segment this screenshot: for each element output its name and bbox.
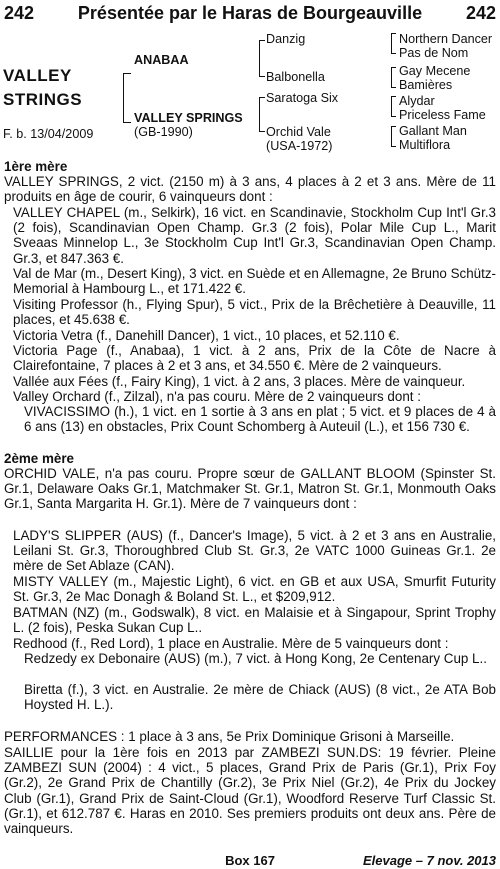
second-dam-heading: 2ème mère [4,451,74,466]
paragraph-7: Vallée aux Fées (f., Fairy King), 1 vict. à 2 ans, 3 places. Mère de vainqueur. [13,374,466,389]
page-number-right: 242 [465,3,496,23]
horse-name-line1: VALLEY [3,66,72,85]
page-number-left: 242 [4,3,35,23]
sire-sire: Danzig [266,32,306,46]
dam-origin: (GB-1990) [134,125,193,139]
paragraph-14: Redhood (f., Red Lord), 1 place en Australie. Mère de 5 vainqueurs dont : [13,636,449,651]
page-header [0,0,500,26]
paragraph-3: Val de Mar (m., Desert King), 3 vict. en Suède et en Allemagne, 2e Bruno Schütz-Memorial à Hambourg L., et 171.422 €. [13,266,496,297]
paragraph-10: ORCHID VALE, n'a pas couru. Propre sœur de GALLANT BLOOM (Spinster St. Gr.1, Delaware Oaks Gr.1, Matchmaker St. Gr.1, Matron St. Gr.1, Monmouth Oaks Gr.1, Santa Margarita H. Gr.1). Mère de 7 vainqueurs dont : [4,466,496,512]
paragraph-1: VALLEY SPRINGS, 2 vict. (2150 m) à 3 ans, 4 places à 2 et 3 ans. Mère de 11 produits en âge de courir, 6 vainqueurs dont : [4,174,496,205]
sire-name: ANABAA [134,53,189,67]
gg-1: Northern Dancer [399,32,493,46]
performances: PERFORMANCES : 1 place à 3 ans, 5e Prix Dominique Grisoni à Marseille. [4,729,455,744]
dam-sire: Saratoga Six [266,91,339,105]
gg-8: Multiflora [399,138,451,152]
covering-info: SAILLIE pour la 1ère fois en 2013 par ZAMBEZI SUN.DS: 19 février. Pleine ZAMBEZI SUN (2004) : 4 vict., 5 places, Grand Prix de Paris (Gr.1), Prix Foy (Gr.2), 2e Grand Prix de Chantilly (Gr.2), 3e Prix Niel (Gr.2), 4e Prix du Jockey Club (Gr.1), Grand Prix de Saint-Cloud (Gr.1), Woodford Reserve Turf Classic St. (Gr.1), et 612.787 €. Haras en 2010. Ses premiers produits ont deux ans. Père de vainqueurs. [4,745,496,837]
box-number: Box 167 [225,853,275,868]
paragraph-16: Biretta (f.), 3 vict. en Australie. 2e mère de Chiack (AUS) (8 vict., 2e ATA Bob Hoysted H. L.). [24,682,496,713]
paragraph-15: Redzedy ex Debonaire (AUS) (m.), 7 vict. à Hong Kong, 2e Centenary Cup L.. [24,651,487,666]
horse-name-line2: STRINGS [3,90,83,109]
paragraph-9: VIVACISSIMO (h.), 1 vict. en 1 sortie à 3 ans en plat ; 5 vict. et 9 places de 4 à 6 ans (13) en obstacles, Prix Count Schomberg à Auteuil (L.), et 156 730 €. [24,404,496,435]
gg-7: Gallant Man [399,124,467,138]
gg-2: Pas de Nom [399,46,469,60]
paragraph-11: LADY'S SLIPPER (AUS) (f., Dancer's Image), 5 vict. à 2 et 3 ans en Australie, Leilani St. Gr.3, Thoroughbred Club St. Gr.3, 2e VATC 1000 Guineas Gr.1. 2e mère de Set Ablaze (CAN). [13,528,496,574]
paragraph-5: Victoria Vetra (f., Danehill Dancer), 1 vict., 10 places, et 52.110 €. [13,328,400,343]
gg-3: Gay Mecene [399,64,471,78]
paragraph-4: Visiting Professor (h., Flying Spur), 5 vict., Prix de la Brêchetière à Deauville, 11 places, et 45.638 €. [13,297,496,328]
dam-dam-origin: (USA-1972) [266,139,333,153]
sire-dam: Balbonella [266,70,325,84]
dam-dam: Orchid Vale [266,125,331,139]
gg-6: Priceless Fame [399,108,486,122]
page-footer [0,853,500,869]
gg-5: Alydar [399,94,435,108]
page-title: Présentée par le Haras de Bourgeauville [77,3,423,23]
paragraph-13: BATMAN (NZ) (m., Godswalk), 8 vict. en Malaisie et à Singapour, Sprint Trophy L. (2 fois), Peska Sukan Cup L.. [13,605,496,636]
paragraph-12: MISTY VALLEY (m., Majestic Light), 6 vict. en GB et aux USA, Smurfit Futurity St. Gr.3, 2e Mac Donagh & Boland St. L., et $209,912. [13,574,496,605]
paragraph-8: Valley Orchard (f., Zilzal), n'a pas couru. Mère de 2 vainqueurs dont : [13,389,421,404]
birth-info: F. b. 13/04/2009 [3,127,94,141]
gg-4: Bamières [399,78,453,92]
publication-date: Elevage – 7 nov. 2013 [363,853,496,868]
paragraph-6: Victoria Page (f., Anabaa), 1 vict. à 2 ans, Prix de la Côte de Nacre à Clairefontaine, 7 places à 2 et 3 ans, et 34.550 €. Mère de 2 vainqueurs. [13,343,496,374]
dam-name: VALLEY SPRINGS [134,111,243,125]
first-dam-heading: 1ère mère [4,159,68,174]
paragraph-2: VALLEY CHAPEL (m., Selkirk), 16 vict. en Scandinavie, Stockholm Cup Int'l Gr.3 (2 fois), Scandinavian Open Champ. Gr.3 (2 fois), Polar Mile Cup L., Marit Sveaas Minnelop L., 3e Stockholm Cup Int'l Gr.3, Scandinavian Open Champ. Gr.3, et 847.363 €. [13,205,496,266]
